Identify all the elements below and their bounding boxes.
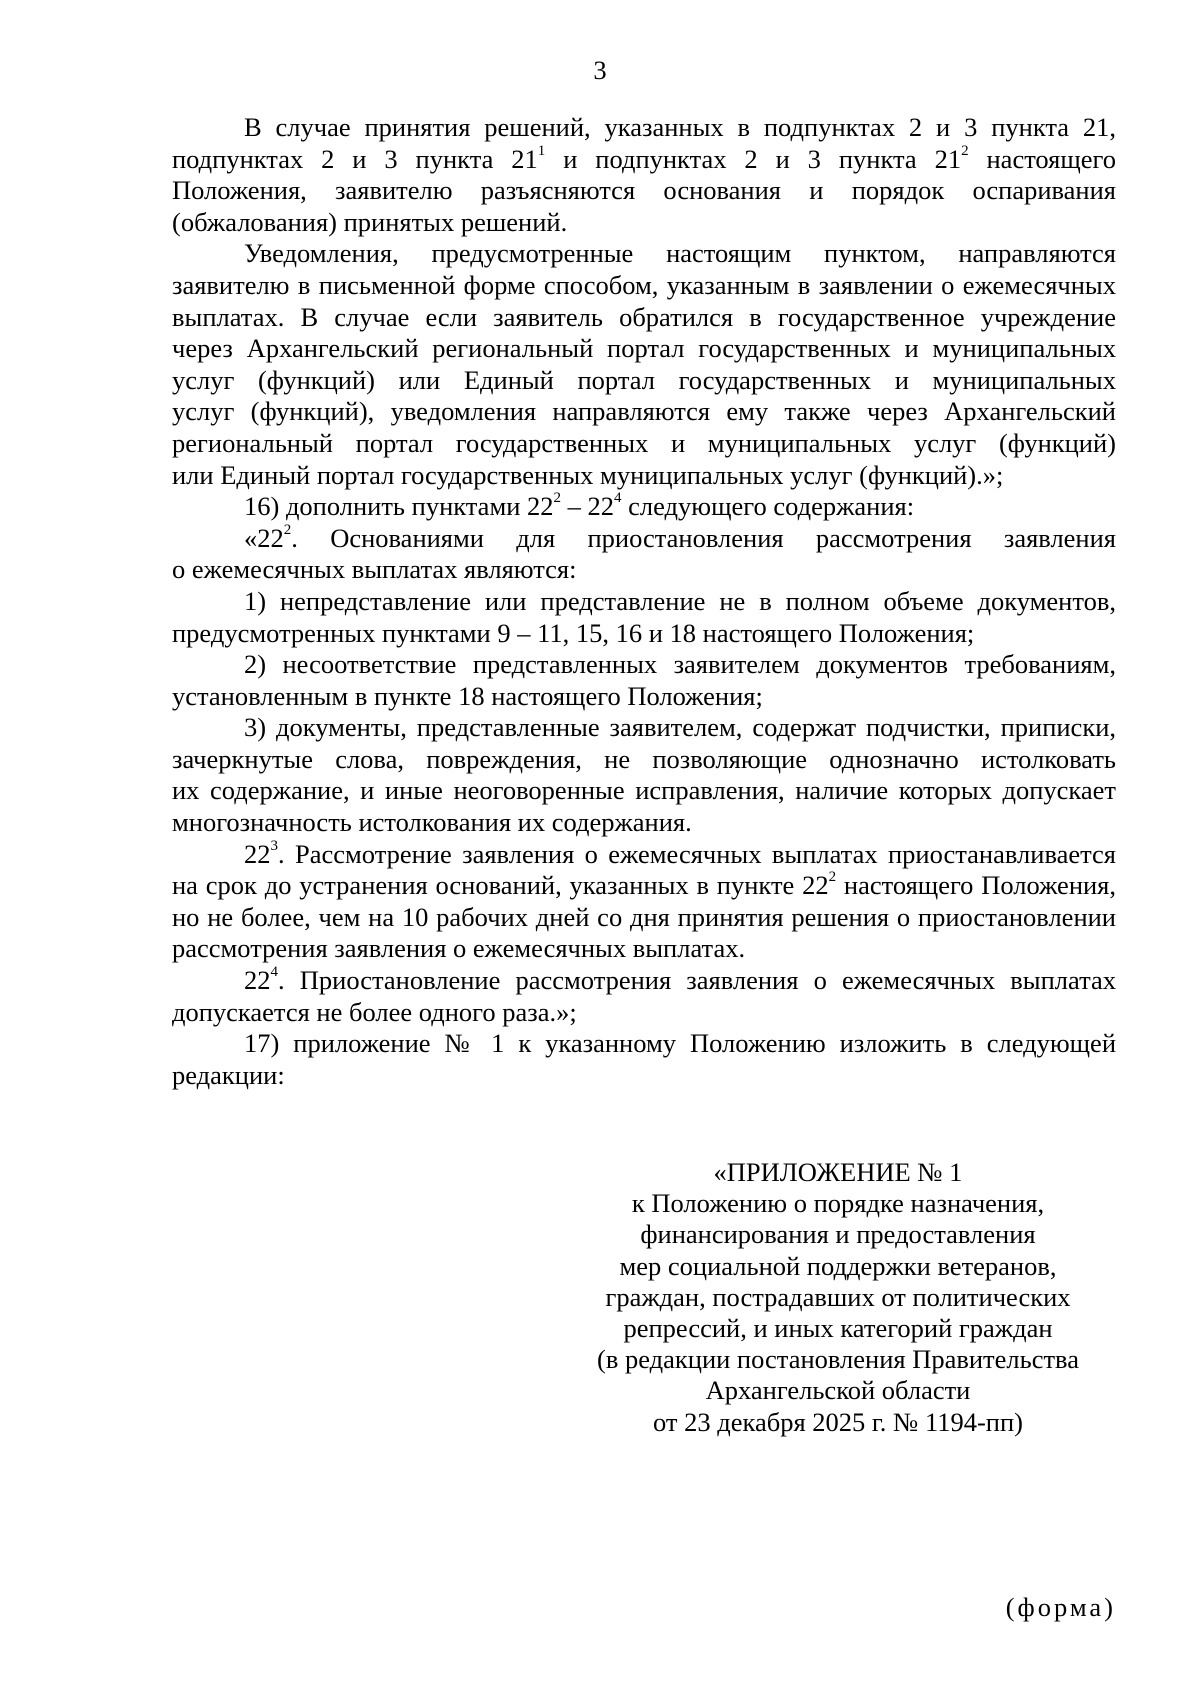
paragraph-line: (обжалования) принятых решений. — [172, 206, 568, 237]
superscript-text: 1 — [537, 142, 546, 159]
paragraph-line: или Единый портал государственных муниципальных услуг (функций).»; — [172, 459, 1004, 490]
list-item-line: зачеркнутые слова, повреждения, не позволяющие однозначно истолковать — [172, 743, 1116, 774]
annex-line: граждан, пострадавших от политических — [605, 1281, 1071, 1312]
paragraph-line — [172, 965, 1116, 997]
paragraph-line: но не более, чем на 10 рабочих дней со дня принятия решения о приостановлении — [172, 901, 1116, 932]
text-span: следующего содержания: — [621, 491, 915, 522]
annex-line: от 23 декабря 2025 г. № 1194-пп) — [653, 1406, 1023, 1437]
paragraph-line: Уведомления, предусмотренные настоящим пунктом, направляются — [244, 238, 1116, 269]
text-span: . Рассмотрение заявления о ежемесячных выплатах приостанавливается — [278, 838, 1116, 869]
paragraph-line — [172, 839, 1116, 871]
text-span: и подпунктах 2 и 3 пункта 21 — [545, 143, 962, 174]
text-span: . Основаниями для приостановления рассмотрения заявления — [291, 522, 1116, 553]
annex-line: Архангельской области — [705, 1375, 971, 1406]
paragraph-line: региональный портал государственных и муниципальных услуг (функций) — [172, 427, 1116, 458]
text-span: 22 — [244, 838, 271, 869]
paragraph-line: заявителю в письменной форме способом, указанным в заявлении о ежемесячных — [172, 269, 1116, 300]
text-span: подпунктах 2 и 3 пункта 21 — [172, 143, 538, 174]
paragraph-line: рассмотрения заявления о ежемесячных выплатах. — [172, 933, 746, 964]
paragraph-line — [172, 144, 1116, 176]
superscript-text: 4 — [614, 490, 622, 507]
text-span: 22 — [244, 965, 271, 996]
text-span: настоящего — [968, 143, 1116, 174]
list-item-line: 1) непредставление или представление не в полном объеме документов, — [244, 585, 1116, 616]
paragraph-line: Положения, заявителю разъясняются основания и порядок оспаривания — [172, 175, 1116, 206]
list-item-line: 3) документы, представленные заявителем, содержат подчистки, приписки, — [244, 712, 1116, 743]
annex-line: финансирования и предоставления — [640, 1219, 1036, 1250]
paragraph-line — [172, 523, 1116, 555]
annex-line: репрессий, и иных категорий граждан — [623, 1312, 1053, 1343]
paragraph-line: услуг (функций) или Единый портал государственных и муниципальных — [172, 364, 1116, 395]
superscript-text: 2 — [961, 142, 969, 159]
superscript-text: 2 — [828, 869, 837, 886]
annex-title: «ПРИЛОЖЕНИЕ № 1 — [713, 1157, 963, 1187]
superscript-text: 3 — [270, 837, 278, 854]
list-item-line: их содержание, и иные неоговоренные исправления, наличие которых допускает — [172, 775, 1116, 806]
text-span: на срок до устранения оснований, указанных в пункте 22 — [172, 870, 829, 901]
paragraph-line: 17) приложение № 1 к указанному Положению изложить в следующей — [244, 1028, 1116, 1059]
paragraph-line — [172, 870, 1116, 902]
paragraph-line: выплатах. В случае если заявитель обратился в государственное учреждение — [172, 301, 1116, 332]
paragraph-line: редакции: — [172, 1059, 285, 1090]
annex-line: к Положению о порядке назначения, — [631, 1188, 1045, 1219]
list-item-line: предусмотренных пунктами 9 – 11, 15, 16 и 18 настоящего Положения; — [172, 617, 975, 648]
list-item-line: установленным в пункте 18 настоящего Положения; — [172, 680, 763, 711]
paragraph-line — [172, 491, 1116, 523]
page-number: 3 — [593, 55, 607, 85]
paragraph-line: через Архангельский региональный портал государственных и муниципальных — [172, 333, 1116, 364]
paragraph-line: допускается не более одного раза.»; — [172, 996, 577, 1027]
text-span: – 22 — [561, 491, 615, 522]
annex-line: мер социальной поддержки ветеранов, — [619, 1250, 1057, 1281]
text-span: 16) дополнить пунктами 22 — [244, 491, 554, 522]
list-item-line: многозначность истолкования их содержания. — [172, 807, 692, 838]
paragraph-line: о ежемесячных выплатах являются: — [172, 554, 577, 585]
superscript-text: 4 — [270, 964, 278, 981]
text-span: настоящего Положения, — [836, 870, 1116, 901]
superscript-text: 2 — [283, 521, 292, 538]
paragraph-line: В случае принятия решений, указанных в подпунктах 2 и 3 пункта 21, — [244, 112, 1116, 142]
superscript-text: 2 — [553, 490, 562, 507]
form-label: (форма) — [1005, 1592, 1116, 1622]
text-span: «22 — [244, 522, 284, 553]
paragraph-line: услуг (функций), уведомления направляются ему также через Архангельский — [172, 396, 1116, 427]
annex-line: (в редакции постановления Правительства — [597, 1344, 1079, 1375]
document-body — [172, 112, 1116, 1091]
list-item-line: 2) несоответствие представленных заявителем документов требованиям, — [244, 649, 1116, 680]
text-span: . Приостановление рассмотрения заявления о ежемесячных выплатах — [278, 965, 1116, 996]
annex-heading — [560, 1157, 1116, 1438]
